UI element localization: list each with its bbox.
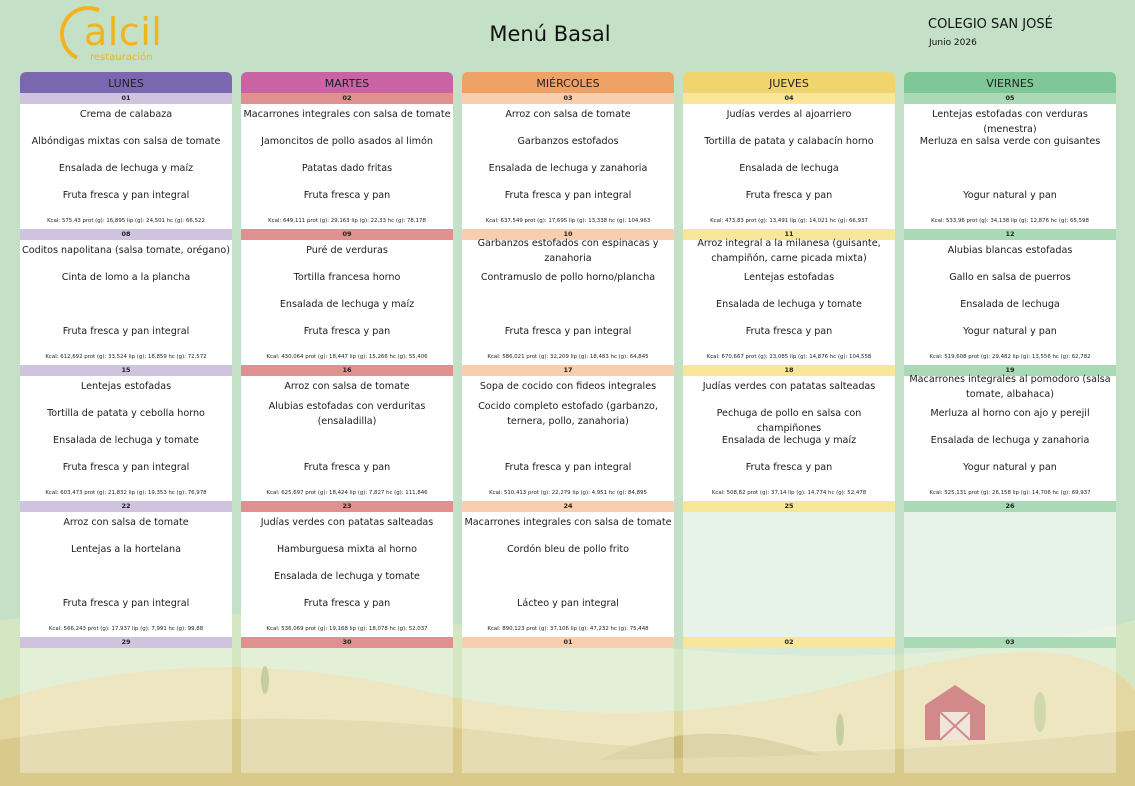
menu-cell [20,637,232,773]
date-bar: 08 [20,229,232,240]
dish-2: Alubias estofadas con verduritas (ensaladilla) [268,401,426,427]
dish-4: Yogur natural y pan [963,190,1057,201]
date-bar: 25 [683,501,895,512]
day-header-lunes: LUNES [20,72,232,93]
date-bar: 10 [462,229,674,240]
date-bar: 11 [683,229,895,240]
dish-3: Ensalada de lechuga y zanahoria [488,163,648,174]
dish-1: Arroz con salsa de tomate [63,517,189,528]
dish-2: Jamoncitos de pollo asados al limón [261,136,433,147]
page-title: Menú Basal [489,22,611,46]
dish-1: Judías verdes con patatas salteadas [260,517,434,528]
nutrition-info: Kcal: 536,069 prot (g): 19,168 lip (g): 18,078 hc (g): 52,037 [266,626,428,632]
nutrition-info: Kcal: 612,692 prot (g): 33,524 lip (g): 18,859 hc (g): 72,572 [45,354,207,360]
dish-2: Garbanzos estofados [517,136,619,147]
dish-1: Lentejas estofadas con verduras (menestra) [932,109,1088,135]
nutrition-info: Kcal: 533,96 prot (g): 34,138 lip (g): 12,876 hc (g): 65,598 [931,218,1089,224]
day-header-jueves: JUEVES [683,72,895,93]
dish-4: Fruta fresca y pan [745,326,833,337]
dish-4: Fruta fresca y pan [745,190,833,201]
dish-4: Fruta fresca y pan integral [504,190,632,201]
dish-2: Cordón bleu de pollo frito [506,544,630,555]
menu-cell [241,501,453,637]
nutrition-info: Kcal: 603,473 prot (g): 21,832 lip (g): 19,353 hc (g): 76,978 [45,490,207,496]
date-bar: 29 [20,637,232,648]
dish-1: Arroz con salsa de tomate [284,381,410,392]
dish-2: Tortilla francesa horno [293,272,401,283]
dish-1: Macarrones integrales con salsa de tomate [243,109,451,120]
menu-cell [241,365,453,501]
dish-3: Ensalada de lechuga y maíz [58,163,194,174]
logo-word: alcil [84,10,163,54]
date-bar: 23 [241,501,453,512]
nutrition-info: Kcal: 508,82 prot (g): 37,14 lip (g): 14,774 hc (g): 52,478 [711,490,867,496]
dish-4: Fruta fresca y pan [303,190,391,201]
menu-cell [683,637,895,773]
date-bar: 15 [20,365,232,376]
dish-4: Yogur natural y pan [963,326,1057,337]
nutrition-info: Kcal: 525,131 prot (g): 26,158 lip (g): 14,706 hc (g): 69,937 [929,490,1091,496]
menu-cell [462,365,674,501]
dish-1: Coditos napolitana (salsa tomate, orégano) [22,245,230,256]
logo-subtitle: restauración [90,52,153,63]
nutrition-info: Kcal: 575,43 prot (g): 16,895 lip (g): 24,501 hc (g): 66,522 [47,218,205,224]
dish-1: Garbanzos estofados con espinacas y zanahoria [477,238,659,264]
dish-2: Lentejas estofadas [743,272,835,283]
nutrition-info: Kcal: 649,111 prot (g): 29,163 lip (g): 22,33 hc (g): 78,178 [268,218,426,224]
menu-cell [20,501,232,637]
menu-cell [241,637,453,773]
alcil-logo [60,4,170,66]
menu-cell [904,637,1116,773]
school-name: COLEGIO SAN JOSÉ [928,17,1053,32]
date-bar: 19 [904,365,1116,376]
dish-2: Gallo en salsa de puerros [949,272,1071,283]
dish-2: Contramuslo de pollo horno/plancha [480,272,656,283]
dish-4: Fruta fresca y pan integral [62,462,190,473]
dish-4: Fruta fresca y pan integral [62,598,190,609]
dish-1: Judías verdes al ajoarriero [726,109,852,120]
dish-2: Merluza en salsa verde con guisantes [919,136,1101,147]
menu-cell [683,501,895,637]
dish-4: Fruta fresca y pan integral [62,190,190,201]
menu-cell [462,229,674,365]
dish-2: Tortilla de patata y calabacín horno [704,136,874,147]
dish-4: Fruta fresca y pan [303,598,391,609]
dish-1: Macarrones integrales con salsa de tomate [464,517,672,528]
dish-4: Fruta fresca y pan integral [504,326,632,337]
menu-cell [462,93,674,229]
menu-cell [462,637,674,773]
menu-cell [683,229,895,365]
dish-3: Ensalada de lechuga y tomate [716,299,862,310]
nutrition-info: Kcal: 625,697 prot (g): 18,424 lip (g): 7,827 hc (g): 111,846 [266,490,428,496]
dish-1: Alubias blancas estofadas [947,245,1073,256]
nutrition-info: Kcal: 566,243 prot (g): 17,937 lip (g): 7,991 hc (g): 99,88 [48,626,204,632]
date-bar: 18 [683,365,895,376]
day-header-martes: MARTES [241,72,453,93]
date-bar: 16 [241,365,453,376]
date-bar: 03 [904,637,1116,648]
menu-cell [904,365,1116,501]
date-bar: 01 [20,93,232,104]
dish-1: Judías verdes con patatas salteadas [702,381,876,392]
dish-3: Ensalada de lechuga [739,163,839,174]
date-bar: 02 [241,93,453,104]
date-bar: 22 [20,501,232,512]
dish-2: Albóndigas mixtas con salsa de tomate [31,136,221,147]
dish-1: Arroz con salsa de tomate [505,109,631,120]
menu-cell [462,501,674,637]
date-bar: 02 [683,637,895,648]
date-bar: 30 [241,637,453,648]
menu-cell [20,93,232,229]
dish-4: Fruta fresca y pan [303,326,391,337]
dish-3: Ensalada de lechuga y maíz [279,299,415,310]
day-header-miercoles: MIÉRCOLES [462,72,674,93]
menu-cell [683,365,895,501]
menu-cell [683,93,895,229]
menu-month: Junio 2026 [929,38,977,48]
date-bar: 24 [462,501,674,512]
menu-cell [904,229,1116,365]
menu-cell [20,365,232,501]
dish-3: Ensalada de lechuga y zanahoria [930,435,1090,446]
date-bar: 03 [462,93,674,104]
dish-3: Patatas dado fritas [301,163,393,174]
date-bar: 26 [904,501,1116,512]
dish-1: Puré de verduras [306,245,388,256]
date-bar: 09 [241,229,453,240]
date-bar: 04 [683,93,895,104]
dish-1: Lentejas estofadas [80,381,172,392]
date-bar: 05 [904,93,1116,104]
nutrition-info: Kcal: 430,064 prot (g): 18,447 lip (g): 15,266 hc (g): 55,406 [266,354,428,360]
menu-cell [241,93,453,229]
nutrition-info: Kcal: 510,413 prot (g): 22,279 lip (g): 4,951 hc (g): 84,895 [489,490,647,496]
nutrition-info: Kcal: 890,123 prot (g): 37,106 lip (g): 47,232 hc (g): 75,448 [487,626,649,632]
menu-cell [904,501,1116,637]
dish-1: Arroz integral a la milanesa (guisante, champiñón, carne picada mixta) [697,238,881,264]
dish-3: Ensalada de lechuga y maíz [721,435,857,446]
dish-4: Fruta fresca y pan integral [62,326,190,337]
dish-3: Ensalada de lechuga y tomate [53,435,199,446]
dish-2: Merluza al horno con ajo y perejil [930,408,1090,419]
nutrition-info: Kcal: 586,021 prot (g): 32,209 lip (g): 18,483 hc (g): 64,845 [487,354,649,360]
dish-4: Yogur natural y pan [963,462,1057,473]
dish-1: Crema de calabaza [79,109,173,120]
date-bar: 12 [904,229,1116,240]
dish-3: Ensalada de lechuga y tomate [274,571,420,582]
dish-4: Fruta fresca y pan [745,462,833,473]
menu-cell [241,229,453,365]
date-bar: 17 [462,365,674,376]
nutrition-info: Kcal: 637,549 prot (g): 17,695 lip (g): 13,338 hc (g): 104,963 [485,218,651,224]
menu-cell [20,229,232,365]
dish-4: Fruta fresca y pan integral [504,462,632,473]
page-header [0,0,1135,70]
dish-1: Sopa de cocido con fideos integrales [479,381,657,392]
dish-2: Tortilla de patata y cebolla horno [47,408,205,419]
dish-2: Lentejas a la hortelana [70,544,181,555]
day-header-viernes: VIERNES [904,72,1116,93]
nutrition-info: Kcal: 670,667 prot (g): 23,085 lip (g): 14,876 hc (g): 104,558 [706,354,872,360]
dish-2: Cinta de lomo a la plancha [61,272,191,283]
nutrition-info: Kcal: 473,83 prot (g): 13,491 lip (g): 14,021 hc (g): 66,937 [710,218,868,224]
dish-3: Ensalada de lechuga [960,299,1060,310]
menu-cell [904,93,1116,229]
dish-4: Fruta fresca y pan [303,462,391,473]
dish-1: Macarrones integrales al pomodoro (salsa tomate, albahaca) [909,374,1111,400]
dish-4: Lácteo y pan integral [517,598,619,609]
dish-2: Pechuga de pollo en salsa con champiñones [716,408,862,434]
nutrition-info: Kcal: 519,608 prot (g): 29,482 lip (g): 13,556 hc (g): 62,782 [929,354,1091,360]
dish-2: Hamburguesa mixta al horno [276,544,418,555]
date-bar: 01 [462,637,674,648]
dish-2: Cocido completo estofado (garbanzo, ternera, pollo, zanahoria) [478,401,658,427]
